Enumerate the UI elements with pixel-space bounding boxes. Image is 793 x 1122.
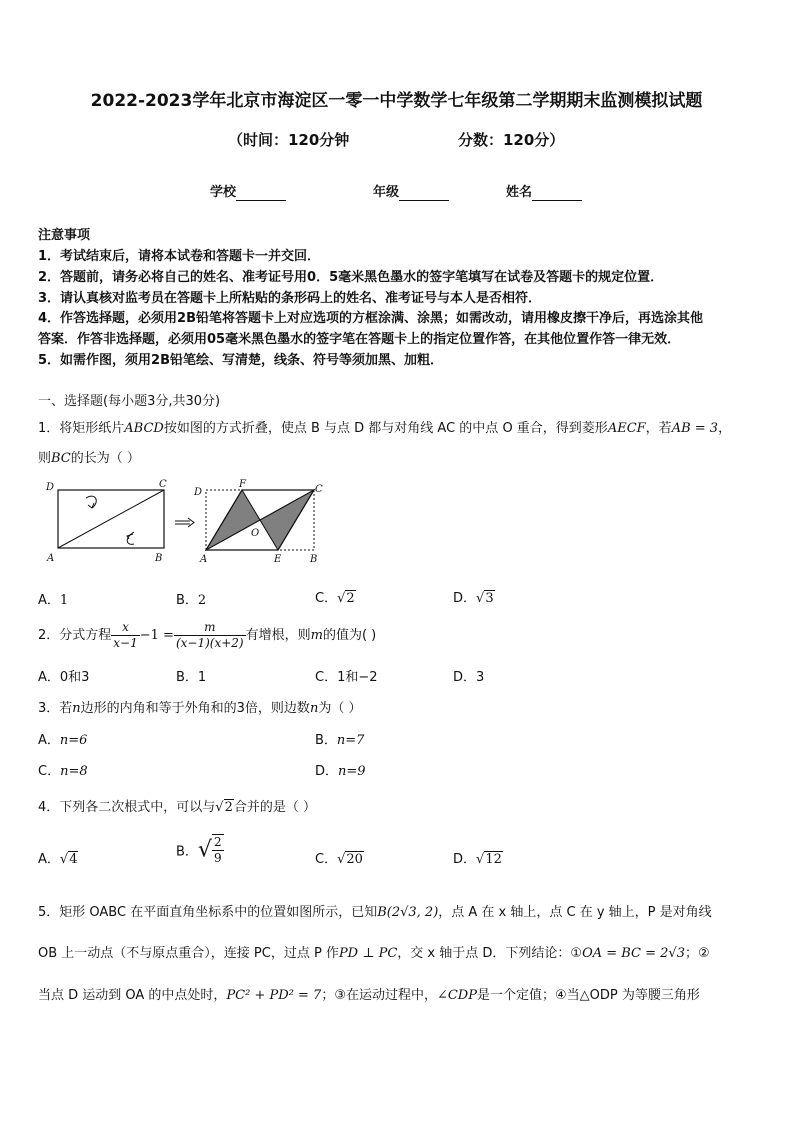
label-O: O xyxy=(251,528,260,539)
q1-text: 1．将矩形纸片 xyxy=(38,421,125,436)
fold-arrow-icon xyxy=(86,496,96,508)
exam-score: 分数：120分） xyxy=(458,131,565,149)
option-label: A． xyxy=(38,593,60,608)
transform-arrowhead-icon xyxy=(188,518,194,527)
q2-stem xyxy=(38,620,376,651)
label-C: C xyxy=(159,479,167,490)
notes-item: 2．答题前，请务必将自己的姓名、准考证号用0．5毫米黑色墨水的签字笔填写在试卷及答题卡的规定位置． xyxy=(38,270,664,285)
school-label: 学校 xyxy=(210,185,237,200)
q1-option-c[interactable]: C．√2 xyxy=(315,591,355,606)
q4-stem: 4．下列各二次根式中，可以与√2合并的是（ ） xyxy=(38,800,316,815)
option-label: D． xyxy=(453,591,477,606)
label-D: D xyxy=(194,487,203,498)
q1-option-b[interactable] xyxy=(176,589,206,608)
name-field xyxy=(506,181,582,201)
fold-arrowhead-icon xyxy=(127,534,133,539)
q1-stem-line2 xyxy=(38,447,140,466)
option-value: 2 xyxy=(197,593,207,608)
q2-option-d[interactable]: D．3 xyxy=(453,670,485,685)
q1-ab-equals: AB = 3 xyxy=(671,421,719,436)
q2-option-b[interactable]: B．1 xyxy=(176,670,207,685)
right-diagonal xyxy=(206,490,314,550)
grade-label: 年级 xyxy=(373,185,400,200)
q4-option-d[interactable]: D．√12 xyxy=(453,852,502,867)
grade-field xyxy=(373,181,449,201)
q1-text: 的长为（ ） xyxy=(70,451,140,466)
q2-option-c[interactable]: C．1和−2 xyxy=(315,670,378,685)
q4-option-b[interactable]: B．√ $\frac{2}{9}$ xyxy=(176,835,222,865)
q2-text: 的值为( ) xyxy=(322,628,377,643)
q1-text: ， xyxy=(718,421,732,436)
q2-minus-one: −1 = xyxy=(139,628,174,643)
right-shaded-triangle xyxy=(260,490,314,550)
notes-item: 4．作答选择题，必须用2B铅笔将答题卡上对应选项的方框涂满、涂黑；如需改动，请用橡皮擦干净后，再选涂其他 xyxy=(38,311,704,326)
q2-option-a[interactable]: A．0和3 xyxy=(38,670,90,685)
grade-blank xyxy=(399,185,449,201)
q1-option-d[interactable]: D．√3 xyxy=(453,591,494,606)
label-E: E xyxy=(274,554,282,565)
notes-item: 3．请认真核对监考员在答题卡上所粘贴的条形码上的姓名、准考证号与本人是否相符． xyxy=(38,291,542,306)
q3-option-c[interactable]: C．n=8 xyxy=(38,764,88,779)
exam-time: （时间：120分钟 xyxy=(228,131,350,149)
label-C: C xyxy=(315,484,323,495)
q3-option-b[interactable]: B．n=7 xyxy=(315,733,365,748)
label-A: A xyxy=(200,554,208,565)
q2-fraction-left: $\frac{x}{x-1}$ xyxy=(113,620,138,650)
q5-line3: 当点 D 运动到 OA 的中点处时，PC² + PD² = 7；③在运动过程中，∠CDP是一个定值；④当△ODP 为等腰三角形 xyxy=(38,988,700,1003)
notes-item: 5．如需作图，须用2B铅笔绘、写清楚，线条、符号等须加黑、加粗． xyxy=(38,353,443,368)
q1-figure xyxy=(38,476,338,572)
q1-abcd: ABCD xyxy=(124,421,164,436)
q2-fraction-right: $\frac{m}{(x-1)(x+2)}$ xyxy=(175,620,244,650)
notes-heading: 注意事项 xyxy=(38,228,91,243)
q1-option-a[interactable] xyxy=(38,589,68,608)
q2-m: m xyxy=(310,628,323,643)
q5-line2: OB 上一动点（不与原点重合），连接 PC，过点 P 作PD ⊥ PC，交 x 轴于点 D．下列结论：①OA = BC = 2√3；② xyxy=(38,946,710,961)
left-shaded-triangle xyxy=(206,490,260,550)
option-value: 1 xyxy=(59,593,69,608)
school-blank xyxy=(236,185,286,201)
school-field xyxy=(210,181,286,201)
label-D: D xyxy=(46,482,55,493)
q1-aecf: AECF xyxy=(607,421,646,436)
notes-item: 答案．作答非选择题，必须用05毫米黑色墨水的签字笔在答题卡上的指定位置作答，在其他位置作答一律无效． xyxy=(38,332,681,347)
q2-text: 2．分式方程 xyxy=(38,628,112,643)
section-heading: 一、选择题(每小题3分,共30分) xyxy=(38,394,221,409)
q1-stem-line1 xyxy=(38,417,731,436)
name-blank xyxy=(532,185,582,201)
label-B: B xyxy=(155,553,163,564)
q4-option-a[interactable]: A．√4 xyxy=(38,852,78,867)
q3-option-d[interactable]: D．n=9 xyxy=(315,764,366,779)
q4-option-b-fraction: $\frac{2}{9}$ xyxy=(213,835,222,865)
option-radicand: 2 xyxy=(346,591,355,606)
q1-text: ，若 xyxy=(645,421,672,436)
notes-item: 1．考试结束后，请将本试卷和答题卡一并交回． xyxy=(38,249,321,264)
option-label: C． xyxy=(315,591,338,606)
option-radicand: 3 xyxy=(485,591,494,606)
q3-stem: 3．若n边形的内角和等于外角和的3倍，则边数n为（ ） xyxy=(38,701,362,716)
q4-option-c[interactable]: C．√20 xyxy=(315,852,363,867)
label-F: F xyxy=(239,479,246,490)
q1-text: 按如图的方式折叠，使点 B 与点 D 都与对角线 AC 的中点 O 重合，得到菱形 xyxy=(163,421,608,436)
exam-title: 2022-2023学年北京市海淀区一零一中学数学七年级第二学期期末监测模拟试题 xyxy=(90,91,703,111)
q1-bc: BC xyxy=(51,451,71,466)
q5-line1: 5．矩形 OABC 在平面直角坐标系中的位置如图所示，已知B(2√3, 2)，点 A 在 x 轴上，点 C 在 y 轴上，P 是对角线 xyxy=(38,905,712,920)
left-diagonal xyxy=(58,490,164,548)
label-A: A xyxy=(47,553,55,564)
label-B: B xyxy=(310,554,318,565)
q1-text: 则 xyxy=(38,451,52,466)
option-label: B． xyxy=(176,593,198,608)
q2-text: 有增根，则 xyxy=(245,628,311,643)
name-label: 姓名 xyxy=(506,185,533,200)
q3-option-a[interactable]: A．n=6 xyxy=(38,733,88,748)
